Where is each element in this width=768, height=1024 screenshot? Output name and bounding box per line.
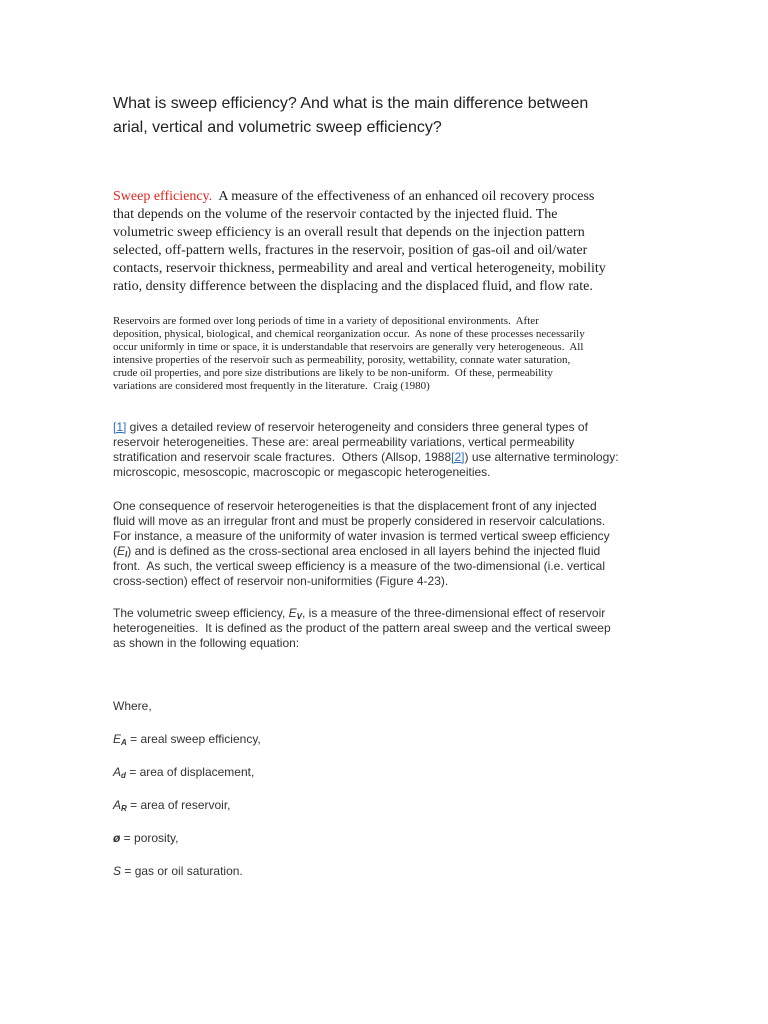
definition-term: Sweep efficiency. <box>113 189 213 204</box>
vertical-sweep-paragraph <box>113 499 658 589</box>
vertical-line-1: One consequence of reservoir heterogeneities is that the displacement front of any injected <box>113 499 597 513</box>
definition-line-4: selected, off-pattern wells, fractures in the reservoir, position of gas-oil and oil/water <box>113 243 588 258</box>
reservoirs-line-3: occur uniformly in time or space, it is understandable that reservoirs are generally very heterogeneous. All <box>113 341 584 353</box>
craig-line-2: reservoir heterogeneities. These are: areal permeability variations, vertical permeability <box>113 435 575 449</box>
craig-line-4: microscopic, mesoscopic, macroscopic or megascopic heterogeneities. <box>113 465 491 479</box>
reference-link-2[interactable]: [2] <box>451 450 465 464</box>
reservoirs-line-5: crude oil properties, and pore size distributions are likely to be non-uniform. Of these, permeability <box>113 367 553 379</box>
symbol-saturation <box>113 864 243 879</box>
vertical-line-4-post: ) and is defined as the cross-sectional area enclosed in all layers behind the injected fluid <box>127 544 601 558</box>
title-line-2: arial, vertical and volumetric sweep efficiency? <box>113 119 442 136</box>
symbol-ea-description: = areal sweep efficiency, <box>126 732 261 746</box>
vertical-sweep-symbol: E <box>117 544 126 558</box>
title-line-1: What is sweep efficiency? And what is the main difference between <box>113 95 589 112</box>
craig-line-3-rest: ) use alternative terminology: <box>464 450 619 464</box>
vertical-line-6: cross-section) effect of reservoir non-uniformities (Figure 4-23). <box>113 574 449 588</box>
craig-line-1 <box>113 420 658 435</box>
definition-line-2: that depends on the volume of the reservoir contacted by the injected fluid. The <box>113 207 558 222</box>
volumetric-sweep-paragraph <box>113 606 658 651</box>
definition-line-5: contacts, reservoir thickness, permeability and areal and vertical heterogeneity, mobility <box>113 261 606 276</box>
reservoirs-line-2: deposition, physical, biological, and chemical reorganization occur. As none of these processes necessarily <box>113 328 585 340</box>
volumetric-sweep-subscript: V <box>296 612 302 621</box>
where-label: Where, <box>113 699 152 713</box>
vertical-line-2: fluid will move as an irregular front and must be properly considered in reservoir calculations. <box>113 514 606 528</box>
document-title <box>113 92 658 140</box>
reservoirs-line-1: Reservoirs are formed over long periods of time in a variety of depositional environments. After <box>113 315 539 327</box>
symbol-ad-letter: A <box>113 765 122 779</box>
definition-text: A measure of the effectiveness of an enhanced oil recovery process <box>212 189 595 204</box>
volumetric-line-3: as shown in the following equation: <box>113 636 300 650</box>
symbol-porosity-letter: ø <box>113 831 121 845</box>
volumetric-line-2: heterogeneities. It is defined as the product of the pattern areal sweep and the vertical sweep <box>113 621 611 635</box>
volumetric-line-1-pre: The volumetric sweep efficiency, <box>113 606 289 620</box>
vertical-line-3: For instance, a measure of the uniformity of water invasion is termed vertical sweep efficiency <box>113 529 610 543</box>
definition-line-1 <box>113 188 653 206</box>
definition-line-3: volumetric sweep efficiency is an overall result that depends on the injection pattern <box>113 225 585 240</box>
symbol-ea-subscript: A <box>121 738 127 747</box>
volumetric-sweep-symbol: E <box>288 606 297 620</box>
symbol-ar-letter: A <box>113 798 122 812</box>
symbol-porosity <box>113 831 178 846</box>
symbol-saturation-description: = gas or oil saturation. <box>121 864 243 878</box>
symbol-saturation-letter: S <box>113 864 122 878</box>
volumetric-line-1-post: , is a measure of the three-dimensional effect of reservoir <box>302 606 606 620</box>
vertical-sweep-subscript: I <box>125 550 128 559</box>
symbol-ar <box>113 798 231 813</box>
vertical-line-5: front. As such, the vertical sweep efficiency is a measure of the two-dimensional (i.e. vertical <box>113 559 605 573</box>
definition-paragraph <box>113 188 653 296</box>
craig-paragraph <box>113 420 658 480</box>
symbol-ar-description: = area of reservoir, <box>126 798 231 812</box>
reservoirs-line-6: variations are considered most frequently in the literature. Craig (1980) <box>113 380 430 392</box>
craig-line-1-text: gives a detailed review of reservoir heterogeneity and considers three general types of <box>126 420 588 434</box>
symbol-ad-description: = area of displacement, <box>125 765 255 779</box>
symbol-ad <box>113 765 254 780</box>
symbol-ea <box>113 732 261 747</box>
volumetric-line-1 <box>113 606 658 621</box>
definition-line-6: ratio, density difference between the displacing and the displaced fluid, and flow rate. <box>113 279 593 294</box>
reference-link-1[interactable]: [1] <box>113 420 127 434</box>
symbol-ar-subscript: R <box>121 804 127 813</box>
reservoirs-line-4: intensive properties of the reservoir such as permeability, porosity, wettability, connate water saturation, <box>113 354 571 366</box>
symbol-porosity-description: = porosity, <box>120 831 179 845</box>
reservoirs-paragraph <box>113 315 655 393</box>
vertical-line-4 <box>113 544 658 559</box>
craig-line-3-text: stratification and reservoir scale fractures. Others (Allsop, 1988 <box>113 450 452 464</box>
craig-line-3 <box>113 450 658 465</box>
vertical-line-4-pre: ( <box>113 544 117 558</box>
symbol-ea-letter: E <box>113 732 122 746</box>
symbol-ad-subscript: d <box>121 771 126 780</box>
